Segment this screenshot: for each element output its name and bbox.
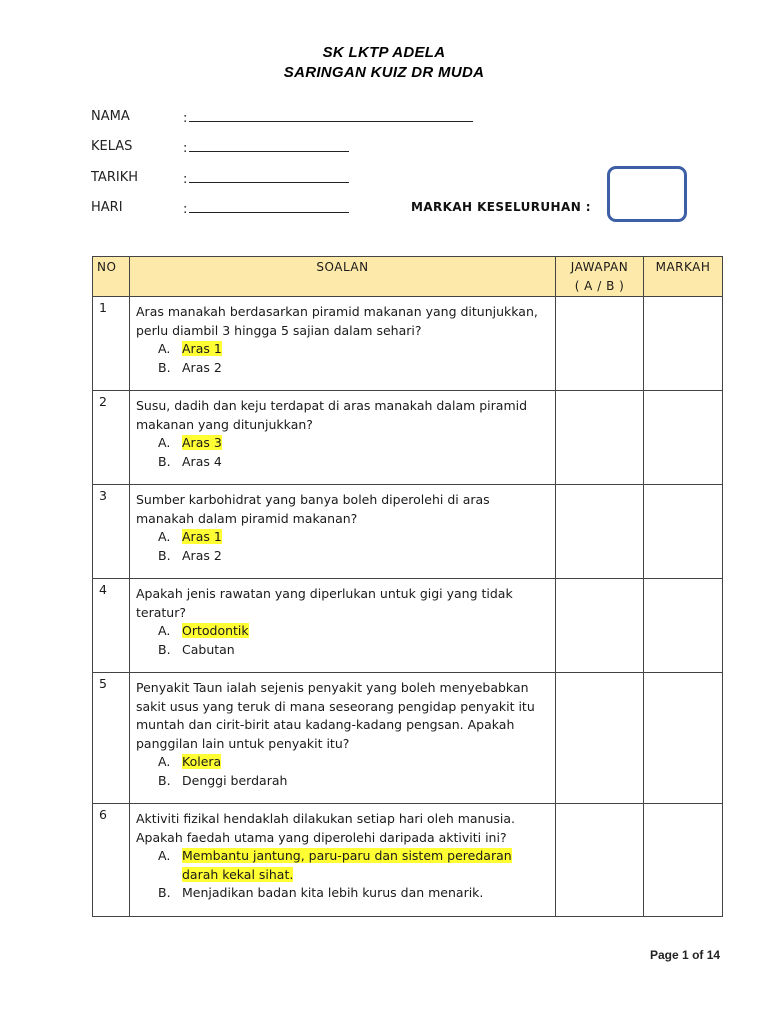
page-current: 1 bbox=[682, 948, 689, 962]
question-cell bbox=[130, 297, 556, 391]
option-letter: B. bbox=[158, 453, 171, 469]
class-field[interactable] bbox=[183, 139, 349, 156]
question-row bbox=[93, 485, 723, 579]
option-letter: A. bbox=[158, 623, 171, 638]
day-colon: : bbox=[183, 202, 188, 217]
question-cell bbox=[130, 391, 556, 485]
total-score-label: MARKAH KESELURUHAN : bbox=[411, 200, 591, 214]
question-text: Susu, dadih dan keju terdapat di aras manakah dalam piramid makanan yang ditunjukkan? bbox=[136, 398, 528, 432]
quiz-table bbox=[92, 256, 723, 917]
option-letter: A. bbox=[158, 529, 171, 544]
date-label: TARIKH bbox=[91, 170, 138, 185]
option-text-highlighted: Aras 1 bbox=[182, 529, 222, 544]
class-label: KELAS bbox=[91, 139, 133, 154]
mark-cell[interactable] bbox=[644, 804, 723, 917]
header-jawapan bbox=[556, 257, 644, 297]
option-text: Cabutan bbox=[182, 641, 235, 657]
quiz-body bbox=[93, 297, 723, 917]
option-letter: A. bbox=[158, 848, 171, 863]
mark-cell[interactable] bbox=[644, 673, 723, 804]
page-number bbox=[650, 948, 720, 962]
question-text: Aktiviti fizikal hendaklah dilakukan setiap hari oleh manusia. Apakah faedah utama yang diperolehi daripada aktiviti ini? bbox=[136, 811, 516, 845]
question-row bbox=[93, 579, 723, 673]
option-letter: A. bbox=[158, 435, 171, 450]
answer-cell[interactable] bbox=[556, 391, 644, 485]
option-text-highlighted: Kolera bbox=[182, 754, 222, 769]
question-number: 6 bbox=[93, 804, 130, 917]
question-row bbox=[93, 297, 723, 391]
option-letter: A. bbox=[158, 341, 171, 356]
question-row bbox=[93, 391, 723, 485]
question-number: 5 bbox=[93, 673, 130, 804]
answer-option bbox=[158, 847, 549, 884]
question-text: Penyakit Taun ialah sejenis penyakit yang boleh menyebabkan sakit usus yang teruk di mana seseorang pengidap penyakit itu muntah dan cirit-birit atau kadang-kadang pengsan. Apakah panggilan lain untuk penyakit itu? bbox=[136, 680, 535, 751]
answer-options bbox=[158, 753, 549, 790]
question-number: 1 bbox=[93, 297, 130, 391]
answer-options bbox=[158, 434, 549, 471]
answer-cell[interactable] bbox=[556, 297, 644, 391]
option-letter: B. bbox=[158, 641, 171, 657]
option-text: Menjadikan badan kita lebih kurus dan menarik. bbox=[182, 885, 484, 900]
mark-cell[interactable] bbox=[644, 391, 723, 485]
question-number: 2 bbox=[93, 391, 130, 485]
header-markah: MARKAH bbox=[644, 257, 723, 297]
answer-option bbox=[158, 528, 549, 547]
option-letter: B. bbox=[158, 359, 171, 375]
school-title: SK LKTP ADELA bbox=[322, 44, 446, 61]
question-row bbox=[93, 804, 723, 917]
class-underline bbox=[189, 139, 349, 152]
day-underline bbox=[189, 200, 349, 213]
name-field[interactable] bbox=[183, 109, 473, 126]
date-colon: : bbox=[183, 172, 188, 187]
mark-cell[interactable] bbox=[644, 579, 723, 673]
answer-option bbox=[158, 884, 549, 903]
mark-cell[interactable] bbox=[644, 297, 723, 391]
option-text-highlighted: Ortodontik bbox=[182, 623, 249, 638]
answer-option bbox=[158, 753, 549, 772]
date-underline bbox=[189, 170, 349, 183]
answer-option bbox=[158, 453, 549, 472]
question-cell bbox=[130, 579, 556, 673]
class-colon: : bbox=[183, 141, 188, 156]
day-label: HARI bbox=[91, 200, 123, 215]
option-text-highlighted: Membantu jantung, paru-paru dan sistem peredaran darah kekal sihat. bbox=[182, 848, 512, 882]
name-colon: : bbox=[183, 111, 188, 126]
option-letter: A. bbox=[158, 754, 171, 769]
answer-option bbox=[158, 547, 549, 566]
answer-options bbox=[158, 847, 549, 903]
answer-cell[interactable] bbox=[556, 673, 644, 804]
day-field[interactable] bbox=[183, 200, 349, 217]
answer-cell[interactable] bbox=[556, 579, 644, 673]
answer-cell[interactable] bbox=[556, 804, 644, 917]
quiz-title: SARINGAN KUIZ DR MUDA bbox=[283, 64, 485, 81]
question-text: Sumber karbohidrat yang banya boleh diperolehi di aras manakah dalam piramid makanan? bbox=[136, 492, 490, 526]
answer-option bbox=[158, 772, 549, 791]
answer-options bbox=[158, 622, 549, 659]
answer-option bbox=[158, 359, 549, 378]
answer-option bbox=[158, 434, 549, 453]
page-of: of bbox=[692, 948, 704, 962]
answer-option bbox=[158, 641, 549, 660]
page-prefix: Page bbox=[650, 948, 679, 962]
header-no: NO bbox=[93, 257, 130, 297]
answer-options bbox=[158, 340, 549, 377]
option-text: Aras 4 bbox=[182, 453, 222, 469]
mark-cell[interactable] bbox=[644, 485, 723, 579]
total-score-box[interactable] bbox=[607, 166, 687, 222]
option-text-highlighted: Aras 3 bbox=[182, 435, 222, 450]
header-jawapan-line2: ( A / B ) bbox=[574, 278, 625, 293]
option-text: Aras 2 bbox=[182, 547, 222, 563]
question-cell bbox=[130, 485, 556, 579]
question-text: Aras manakah berdasarkan piramid makanan yang ditunjukkan, perlu diambil 3 hingga 5 sajian dalam sehari? bbox=[136, 304, 538, 338]
option-text: Aras 2 bbox=[182, 359, 222, 375]
option-letter: B. bbox=[158, 885, 171, 900]
option-text-highlighted: Aras 1 bbox=[182, 341, 222, 356]
date-field[interactable] bbox=[183, 170, 349, 187]
option-letter: B. bbox=[158, 772, 171, 788]
table-header-row bbox=[93, 257, 723, 297]
header-soalan: SOALAN bbox=[130, 257, 556, 297]
answer-options bbox=[158, 528, 549, 565]
question-text: Apakah jenis rawatan yang diperlukan untuk gigi yang tidak teratur? bbox=[136, 586, 513, 620]
header-jawapan-line1: JAWAPAN bbox=[570, 260, 629, 274]
question-number: 4 bbox=[93, 579, 130, 673]
answer-cell[interactable] bbox=[556, 485, 644, 579]
answer-option bbox=[158, 622, 549, 641]
name-label: NAMA bbox=[91, 109, 130, 124]
option-letter: B. bbox=[158, 547, 171, 563]
question-number: 3 bbox=[93, 485, 130, 579]
page-total: 14 bbox=[706, 948, 721, 962]
option-text: Denggi berdarah bbox=[182, 772, 288, 788]
name-underline bbox=[189, 109, 473, 122]
question-row bbox=[93, 673, 723, 804]
question-cell bbox=[130, 804, 556, 917]
answer-option bbox=[158, 340, 549, 359]
question-cell bbox=[130, 673, 556, 804]
